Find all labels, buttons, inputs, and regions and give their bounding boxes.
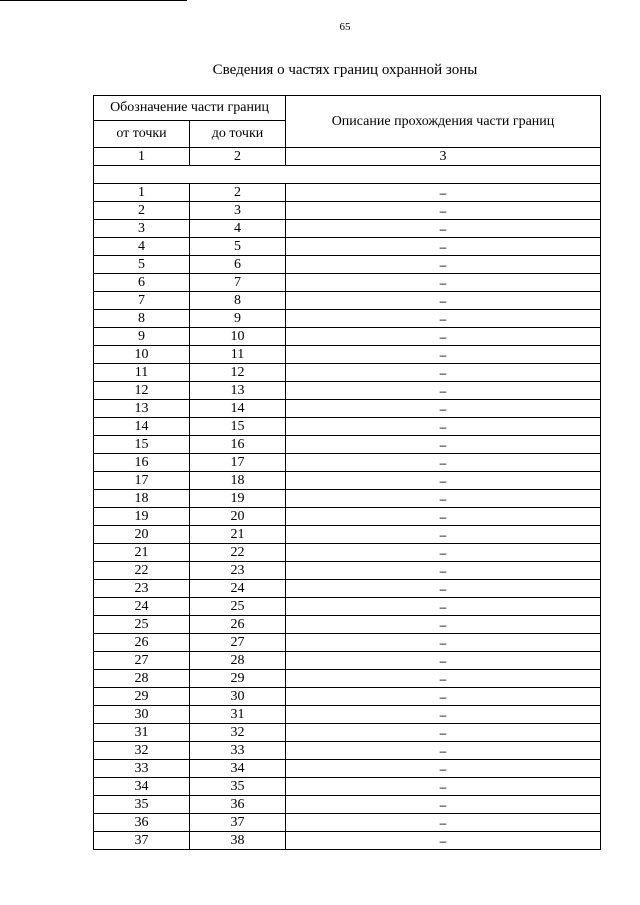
table-row	[94, 202, 601, 220]
table-row	[94, 832, 601, 850]
from-point-cell: 25	[94, 616, 190, 634]
description-cell: –	[286, 274, 601, 292]
description-cell: –	[286, 814, 601, 832]
table-row	[94, 688, 601, 706]
description-cell: –	[286, 490, 601, 508]
table-row	[94, 526, 601, 544]
table-row	[94, 310, 601, 328]
from-point-cell: 29	[94, 688, 190, 706]
from-point-cell: 4	[94, 238, 190, 256]
table-row	[94, 562, 601, 580]
from-point-cell: 23	[94, 580, 190, 598]
from-point-cell: 1	[94, 184, 190, 202]
table-row	[94, 274, 601, 292]
description-cell: –	[286, 526, 601, 544]
from-point-cell: 7	[94, 292, 190, 310]
from-point-cell: 34	[94, 778, 190, 796]
to-point-cell: 12	[190, 364, 286, 382]
from-point-cell: 24	[94, 598, 190, 616]
description-cell: –	[286, 184, 601, 202]
to-point-cell: 29	[190, 670, 286, 688]
table-row	[94, 778, 601, 796]
description-cell: –	[286, 436, 601, 454]
description-cell: –	[286, 616, 601, 634]
description-cell: –	[286, 418, 601, 436]
description-cell: –	[286, 634, 601, 652]
from-point-cell: 11	[94, 364, 190, 382]
table-row	[94, 238, 601, 256]
to-point-cell: 31	[190, 706, 286, 724]
table-row	[94, 346, 601, 364]
to-point-cell: 7	[190, 274, 286, 292]
column-number: 2	[190, 148, 286, 166]
description-cell: –	[286, 580, 601, 598]
from-point-cell: 19	[94, 508, 190, 526]
table-row	[94, 652, 601, 670]
from-point-cell: 13	[94, 400, 190, 418]
description-cell: –	[286, 562, 601, 580]
to-point-cell: 6	[190, 256, 286, 274]
from-point-cell: 5	[94, 256, 190, 274]
to-point-cell: 18	[190, 472, 286, 490]
to-point-cell: 27	[190, 634, 286, 652]
page-title: Сведения о частях границ охранной зоны	[212, 62, 478, 78]
from-point-cell: 16	[94, 454, 190, 472]
to-point-cell: 10	[190, 328, 286, 346]
table-row	[94, 580, 601, 598]
table-row	[94, 256, 601, 274]
description-cell: –	[286, 598, 601, 616]
top-rule	[0, 0, 187, 1]
description-cell: –	[286, 778, 601, 796]
column-number: 1	[94, 148, 190, 166]
table-row	[94, 706, 601, 724]
from-point-cell: 10	[94, 346, 190, 364]
from-point-cell: 14	[94, 418, 190, 436]
description-cell: –	[286, 724, 601, 742]
from-point-cell: 12	[94, 382, 190, 400]
table-row	[94, 508, 601, 526]
from-point-cell: 28	[94, 670, 190, 688]
from-point-cell: 21	[94, 544, 190, 562]
from-point-cell: 36	[94, 814, 190, 832]
description-cell: –	[286, 454, 601, 472]
from-point-cell: 17	[94, 472, 190, 490]
from-point-cell: 35	[94, 796, 190, 814]
from-point-cell: 6	[94, 274, 190, 292]
to-point-cell: 23	[190, 562, 286, 580]
description-cell: –	[286, 796, 601, 814]
header-to-point: до точки	[190, 121, 286, 148]
table-row	[94, 814, 601, 832]
description-cell: –	[286, 202, 601, 220]
from-point-cell: 37	[94, 832, 190, 850]
table-row	[94, 490, 601, 508]
to-point-cell: 9	[190, 310, 286, 328]
description-cell: –	[286, 400, 601, 418]
description-cell: –	[286, 688, 601, 706]
from-point-cell: 20	[94, 526, 190, 544]
description-cell: –	[286, 832, 601, 850]
table-row	[94, 292, 601, 310]
table-row	[94, 760, 601, 778]
table-row	[94, 598, 601, 616]
boundary-parts-table	[93, 95, 601, 850]
description-cell: –	[286, 292, 601, 310]
to-point-cell: 21	[190, 526, 286, 544]
to-point-cell: 15	[190, 418, 286, 436]
table-row	[94, 454, 601, 472]
to-point-cell: 17	[190, 454, 286, 472]
to-point-cell: 36	[190, 796, 286, 814]
table-row	[94, 418, 601, 436]
table-row	[94, 742, 601, 760]
header-designation: Обозначение части границ	[94, 96, 286, 121]
from-point-cell: 8	[94, 310, 190, 328]
to-point-cell: 8	[190, 292, 286, 310]
from-point-cell: 3	[94, 220, 190, 238]
header-from-point: от точки	[94, 121, 190, 148]
table-row	[94, 382, 601, 400]
table-row	[94, 220, 601, 238]
to-point-cell: 11	[190, 346, 286, 364]
to-point-cell: 14	[190, 400, 286, 418]
description-cell: –	[286, 238, 601, 256]
table-body	[94, 184, 601, 850]
to-point-cell: 37	[190, 814, 286, 832]
to-point-cell: 28	[190, 652, 286, 670]
description-cell: –	[286, 652, 601, 670]
table-row	[94, 634, 601, 652]
from-point-cell: 27	[94, 652, 190, 670]
to-point-cell: 3	[190, 202, 286, 220]
from-point-cell: 15	[94, 436, 190, 454]
description-cell: –	[286, 220, 601, 238]
to-point-cell: 30	[190, 688, 286, 706]
column-number: 3	[286, 148, 601, 166]
description-cell: –	[286, 346, 601, 364]
from-point-cell: 30	[94, 706, 190, 724]
table-row	[94, 400, 601, 418]
from-point-cell: 31	[94, 724, 190, 742]
table-row	[94, 364, 601, 382]
to-point-cell: 2	[190, 184, 286, 202]
from-point-cell: 26	[94, 634, 190, 652]
table-row	[94, 544, 601, 562]
table-row	[94, 472, 601, 490]
to-point-cell: 13	[190, 382, 286, 400]
to-point-cell: 24	[190, 580, 286, 598]
description-cell: –	[286, 742, 601, 760]
description-cell: –	[286, 760, 601, 778]
description-cell: –	[286, 472, 601, 490]
from-point-cell: 9	[94, 328, 190, 346]
description-cell: –	[286, 508, 601, 526]
from-point-cell: 2	[94, 202, 190, 220]
to-point-cell: 19	[190, 490, 286, 508]
to-point-cell: 16	[190, 436, 286, 454]
to-point-cell: 4	[190, 220, 286, 238]
table-row	[94, 328, 601, 346]
section-spacer-row	[94, 166, 601, 184]
to-point-cell: 38	[190, 832, 286, 850]
table-row	[94, 724, 601, 742]
to-point-cell: 20	[190, 508, 286, 526]
description-cell: –	[286, 544, 601, 562]
from-point-cell: 33	[94, 760, 190, 778]
from-point-cell: 18	[94, 490, 190, 508]
table-row	[94, 616, 601, 634]
description-cell: –	[286, 706, 601, 724]
to-point-cell: 35	[190, 778, 286, 796]
to-point-cell: 32	[190, 724, 286, 742]
table-row	[94, 796, 601, 814]
to-point-cell: 5	[190, 238, 286, 256]
table-row	[94, 184, 601, 202]
description-cell: –	[286, 328, 601, 346]
table-row	[94, 436, 601, 454]
to-point-cell: 33	[190, 742, 286, 760]
to-point-cell: 22	[190, 544, 286, 562]
table-row	[94, 670, 601, 688]
description-cell: –	[286, 364, 601, 382]
description-cell: –	[286, 382, 601, 400]
description-cell: –	[286, 310, 601, 328]
description-cell: –	[286, 256, 601, 274]
from-point-cell: 32	[94, 742, 190, 760]
to-point-cell: 25	[190, 598, 286, 616]
page-number: 65	[339, 21, 351, 33]
header-description: Описание прохождения части границ	[286, 96, 601, 148]
description-cell: –	[286, 670, 601, 688]
to-point-cell: 34	[190, 760, 286, 778]
from-point-cell: 22	[94, 562, 190, 580]
to-point-cell: 26	[190, 616, 286, 634]
